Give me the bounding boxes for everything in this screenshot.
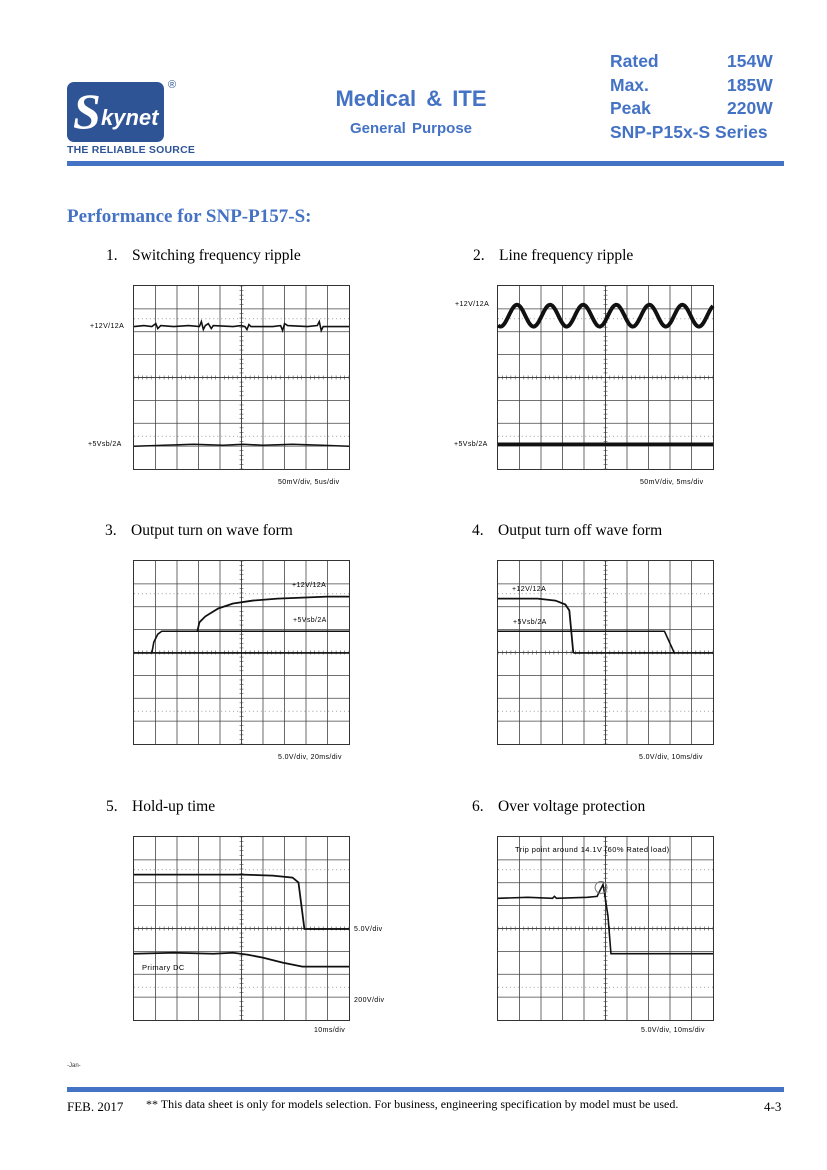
trace-12v [134,322,349,331]
figure-caption: Switching frequency ripple [132,247,301,264]
header-divider [67,161,784,166]
rating-value: 220W [727,98,773,118]
logo-letter: S [73,83,101,139]
oscilloscope-figure-6 [497,836,714,1021]
footer-divider [67,1087,784,1092]
page-number: 4-3 [764,1099,782,1114]
figure-caption: Hold-up time [132,798,216,815]
scale-label: 5.0V/div, 20ms/div [278,754,342,761]
figure-number: 2. [473,247,485,264]
figure-caption: Over voltage protection [498,798,646,815]
series-name: SNP-P15x-S Series [610,121,768,142]
figure-5-title [106,798,215,816]
figure-caption: Output turn on wave form [131,522,293,539]
footer-date: FEB. 2017 [67,1099,124,1114]
figure-4-title [472,522,662,540]
trace-label-12v: +12V/12A [90,323,125,330]
scale-label: 10ms/div [314,1027,346,1034]
trace-5vsb [498,631,674,653]
rating-rated [610,50,800,74]
oscilloscope-figure-5 [133,836,350,1021]
skynet-logo [67,79,207,157]
trace-label-12v: +12V/12A [512,586,547,593]
logo-wordmark: kynet [101,105,159,130]
scale-label: 50mV/div, 5ms/div [640,479,704,486]
figure-number: 1. [106,247,118,264]
scope-traces [134,286,349,469]
scale-label: 5.0V/div, 10ms/div [639,754,703,761]
scale-label-output: 5.0V/div [354,926,383,933]
rating-value: 154W [727,51,773,71]
scale-label-primary: 200V/div [354,997,385,1004]
footer-disclaimer: ** This data sheet is only for models selection. For business, engineering specification by model must be used. [146,1097,679,1111]
trace-output [134,875,349,929]
figure-caption: Line frequency ripple [499,247,634,264]
document-subtitle: General Purpose [349,120,473,137]
figure-2-title [473,247,633,265]
rating-label: Rated [610,51,659,71]
figure-number: 5. [106,798,118,815]
trace-label-primary-dc: Primary DC [142,963,185,972]
figure-number: 6. [472,798,484,815]
trace-output [498,884,713,953]
scope-traces [498,837,713,1020]
figure-3-title [105,522,293,540]
rating-max [610,74,800,98]
scope-traces [498,286,713,469]
scope-traces [134,837,349,1020]
oscilloscope-figure-2 [497,285,714,470]
figure-caption: Output turn off wave form [498,522,663,539]
scale-label: 5.0V/div, 10ms/div [641,1027,705,1034]
figure-6-title [472,798,645,816]
figure-number: 4. [472,522,484,539]
logo-badge [67,82,164,142]
trace-label-5vsb: +5Vsb/2A [293,617,327,624]
rating-label: Max. [610,74,649,95]
trace-label-12v: +12V/12A [455,301,490,308]
trace-5vsb [134,444,349,446]
trace-12v [197,597,349,632]
oscilloscope-figure-1 [133,285,350,470]
rating-peak [610,97,800,121]
power-ratings [610,50,800,144]
trace-label-5vsb: +5Vsb/2A [88,441,122,448]
logo-tagline: THE RELIABLE SOURCE [67,144,196,156]
scale-label: 50mV/div, 5us/div [278,479,340,486]
trip-point-label: Trip point around 14.1V (60% Rated load) [515,845,670,854]
rating-label: Peak [610,98,651,118]
figure-number: 3. [105,522,117,539]
stamp-text: -Jan- [67,1063,81,1069]
trace-label-5vsb: +5Vsb/2A [454,441,488,448]
trace-12v [498,305,713,327]
rating-value: 185W [727,74,773,95]
figure-1-title [106,247,301,265]
trace-5vsb [152,631,349,653]
registered-mark: ® [168,79,177,91]
trace-label-12v: +12V/12A [292,582,327,589]
document-title: Medical & ITE [335,86,487,111]
trace-label-5vsb: +5Vsb/2A [513,619,547,626]
section-heading: Performance for SNP-P157-S: [67,206,312,227]
